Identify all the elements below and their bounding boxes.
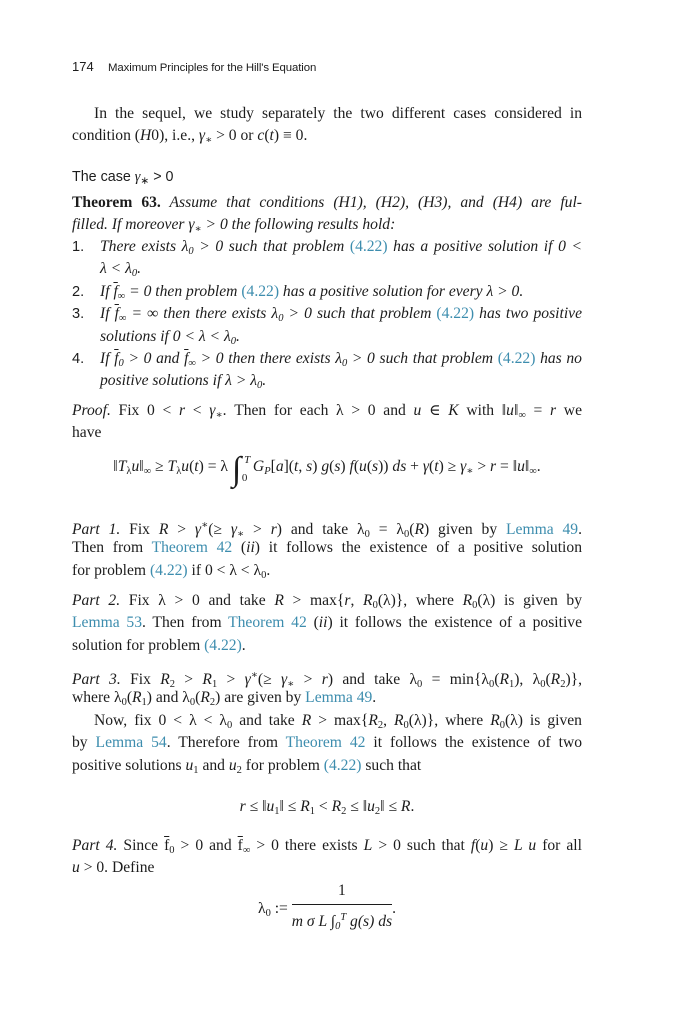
ref-problem-4-22[interactable]: (4.22) [241,282,280,300]
part-1: Part 1. Fix $R > \gamma^∗(\ge \gamma_∗ > r)$ and take $\lambda_0 = \lambda_0(R)$ given by Lemma 49. Then from Theorem 42 (ii) it follows the existence of a positive solution for problem (4.22) if $0 < \lambda < \lambda_0$. [72,520,583,581]
ref-theorem-42[interactable]: Theorem 42 [228,614,307,632]
list-item: 4. If $\overline{f}_0 > 0$ and $\overline{f}_\infty > 0$ then there exists $\lambda_0 > 0$ such that problem (4.22) has no positive solutions if $\lambda > \lambda_0$. [72,349,582,392]
page-number: 174 [72,59,94,74]
part-4: Part 4. Since $\overline{f}_0 > 0$ and $\overline{f}_\infty > 0$ there exists L > 0 such that f(u) ≥ L u for all u > 0. Define [72,837,582,877]
equation-1: $‖T_\lambda u‖_\infty \ge T_\lambda u(t) = \lambda$ ∫ T 0 $G_P[a](t$, s) g(s) f(u(s)) ds + $\gamma(t) \ge \gamma_∗ > r$ = $‖u‖_\infty$. [113,451,541,488]
theorem-63 [72,192,582,237]
part-2: Part 2. Fix λ > 0 and take R > max{r, $R_0(\lambda)$}, where $R_0(\lambda)$ is given by Lemma 53. Then from Theorem 42 (ii) it follows the existence of a positive solution for problem (4.22). [72,592,583,654]
part-label: Part 1. [72,521,121,538]
fraction-denominator: m σ L $\int_0^T$ g(s) ds [291,912,393,933]
fraction-numerator: 1 [292,880,392,905]
list-item: 2. If $\overline{f}_\infty = 0$ then problem (4.22) has a positive solution for every λ > 0. [72,282,524,302]
theorem-line-1: Theorem 63. Assume that conditions (H1), (H2), (H3), and (H4) are ful- [72,194,582,211]
ref-theorem-42[interactable]: Theorem 42 [285,734,366,752]
equation-3: $\lambda_0$ := $\frac{1}{m \sigma L \int_0^T g(s) ds}$ . [72,880,582,939]
ref-problem-4-22[interactable]: (4.22) [149,561,188,579]
proof-line-2: have [72,424,102,442]
lambda-fraction [292,880,392,939]
part-label: Part 3. [72,671,121,688]
part-label: Part 2. [72,592,121,609]
item-number: 2. [72,283,85,300]
list-item: 3. If $\overline{f}_\infty$ = ∞ then there exists $\lambda_0 > 0$ such that problem (4.22) has two positive solutions if $0 < \lambda < \lambda_0$. [72,305,582,347]
ref-theorem-42[interactable]: Theorem 42 [151,539,233,557]
intro-line-1: In the sequel, we study separately the two different cases considered in [94,105,582,122]
intro-line-2: condition (H0), i.e., $\gamma_∗ > 0$ or c(t) ≡ 0. [72,127,308,147]
ref-lemma-54[interactable]: Lemma 54 [95,734,167,752]
theorem-line-2: filled. If moreover $\gamma_∗ > 0$ the following results hold: [72,216,396,236]
ref-lemma-53[interactable]: Lemma 53 [72,614,143,632]
ref-lemma-49[interactable]: Lemma 49 [506,521,579,538]
ref-problem-4-22[interactable]: (4.22) [204,636,242,654]
section-title: The case $\gamma_∗ > 0$ [72,169,174,187]
list-item: 1. There exists $\lambda_0 > 0$ such that problem (4.22) has a positive solution if 0 < $\lambda < \lambda_0$. [72,238,583,280]
running-header [72,56,316,79]
theorem-results-list [72,236,582,393]
ref-problem-4-22[interactable]: (4.22) [349,238,388,255]
ref-problem-4-22[interactable]: (4.22) [497,349,536,367]
intro-paragraph [72,103,582,148]
ref-problem-4-22[interactable]: (4.22) [323,756,362,774]
ref-problem-4-22[interactable]: (4.22) [436,305,475,323]
theorem-label: Theorem 63. [72,194,161,211]
running-title: Maximum Principles for the Hill's Equation [108,62,317,74]
item-number: 4. [72,350,85,367]
part-label: Part 4. [72,837,118,854]
proof-paragraph: Proof. Fix $0 < r < \gamma_∗$. Then for each λ > 0 and u ∈ K with $‖u‖_\infty = r$ we have [72,400,582,445]
equation-3-end: . [392,899,396,917]
item-number: 3. [72,306,85,323]
item-number: 1. [72,239,85,255]
proof-label: Proof. [72,402,111,419]
part-3: Part 3. Fix $R_2 > R_1 > \gamma^∗(\ge \gamma_∗ > r)$ and take $\lambda_0 = \min\{\lambda_0(R_1)$, $\lambda_0(R_2)$}, where $\lambda_0(R_1)$ and $\lambda_0(R_2)$ are given by Lemma 49. Now, fix $0 < \lambda < \lambda_0$ and take $R > \max\{R_2$, $R_0(\lambda)$}, where $R_0(\lambda)$ is given by Lemma 54. Therefore from Theorem 42 it follows the existence of two positive solutions $u_1$ and $u_2$ for problem (4.22) such that [72,670,583,776]
equation-2: $r \le ‖u_1‖ \le R_1 < R_2$ ≤ $‖u_2‖ \le R$. [239,798,415,817]
ref-lemma-49[interactable]: Lemma 49 [305,689,373,707]
